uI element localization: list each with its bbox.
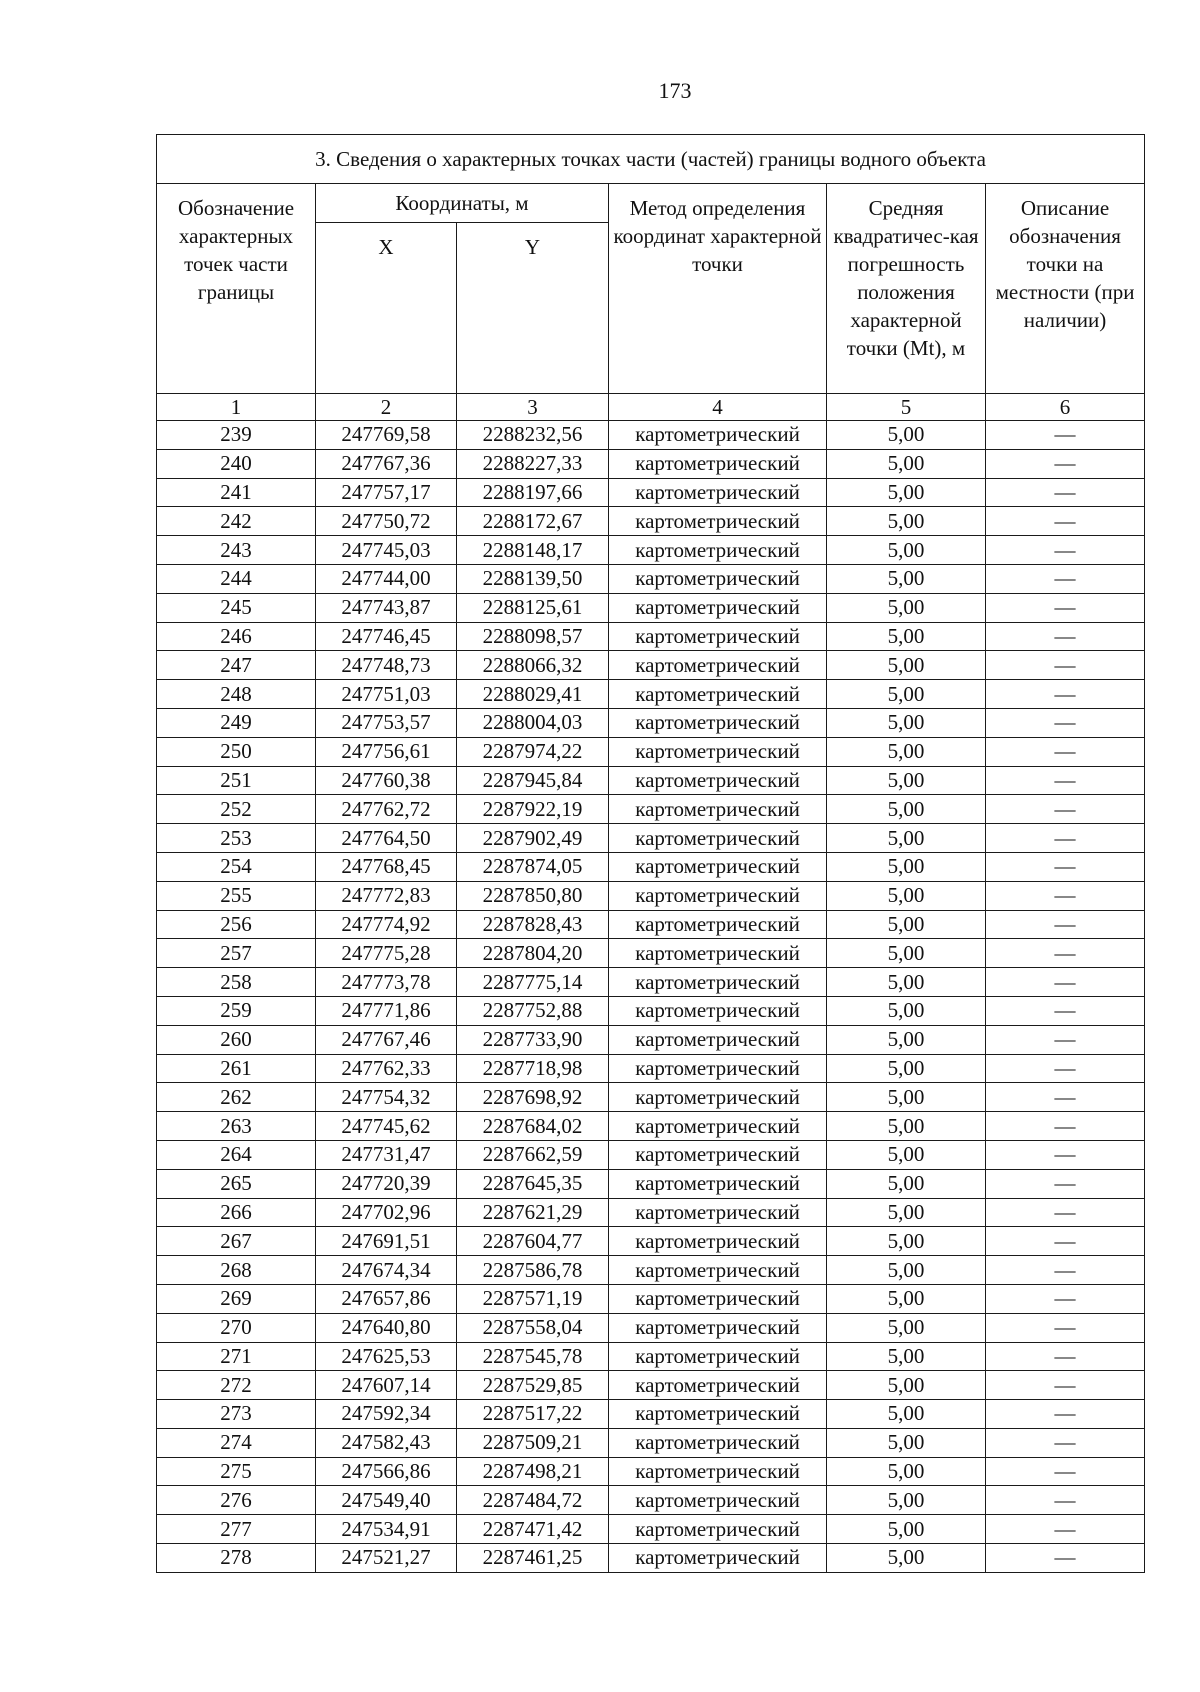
description-cell: —	[986, 1284, 1145, 1313]
description-cell: —	[986, 593, 1145, 622]
table-row	[157, 1083, 1145, 1112]
description-cell: —	[986, 1112, 1145, 1141]
y-coordinate-cell: 2288139,50	[457, 564, 609, 593]
x-coordinate-cell: 247774,92	[316, 910, 457, 939]
y-coordinate-cell: 2287498,21	[457, 1457, 609, 1486]
error-cell: 5,00	[827, 1140, 986, 1169]
y-coordinate-cell: 2287850,80	[457, 881, 609, 910]
point-id-cell: 270	[157, 1313, 316, 1342]
method-cell: картометрический	[609, 1457, 827, 1486]
header-designation: Обозначение характерных точек части границы	[157, 184, 316, 394]
y-coordinate-cell: 2287922,19	[457, 795, 609, 824]
table-row	[157, 1400, 1145, 1429]
error-cell: 5,00	[827, 1313, 986, 1342]
description-cell: —	[986, 795, 1145, 824]
table-row	[157, 680, 1145, 709]
error-cell: 5,00	[827, 1083, 986, 1112]
error-cell: 5,00	[827, 1284, 986, 1313]
method-cell: картометрический	[609, 1313, 827, 1342]
error-cell: 5,00	[827, 1544, 986, 1573]
y-coordinate-cell: 2288227,33	[457, 449, 609, 478]
table-row	[157, 766, 1145, 795]
description-cell: —	[986, 968, 1145, 997]
error-cell: 5,00	[827, 708, 986, 737]
error-cell: 5,00	[827, 1025, 986, 1054]
y-coordinate-cell: 2287902,49	[457, 824, 609, 853]
point-id-cell: 246	[157, 622, 316, 651]
description-cell: —	[986, 1083, 1145, 1112]
x-coordinate-cell: 247607,14	[316, 1371, 457, 1400]
x-coordinate-cell: 247773,78	[316, 968, 457, 997]
y-coordinate-cell: 2287733,90	[457, 1025, 609, 1054]
error-cell: 5,00	[827, 968, 986, 997]
method-cell: картометрический	[609, 1198, 827, 1227]
table-row	[157, 1198, 1145, 1227]
error-cell: 5,00	[827, 1054, 986, 1083]
method-cell: картометрический	[609, 593, 827, 622]
error-cell: 5,00	[827, 1457, 986, 1486]
table-row	[157, 1371, 1145, 1400]
point-id-cell: 240	[157, 449, 316, 478]
point-id-cell: 251	[157, 766, 316, 795]
y-coordinate-cell: 2287945,84	[457, 766, 609, 795]
error-cell: 5,00	[827, 421, 986, 450]
x-coordinate-cell: 247756,61	[316, 737, 457, 766]
error-cell: 5,00	[827, 622, 986, 651]
description-cell: —	[986, 680, 1145, 709]
point-id-cell: 239	[157, 421, 316, 450]
x-coordinate-cell: 247760,38	[316, 766, 457, 795]
table-row	[157, 1284, 1145, 1313]
column-number: 1	[157, 394, 316, 421]
x-coordinate-cell: 247771,86	[316, 996, 457, 1025]
method-cell: картометрический	[609, 1371, 827, 1400]
point-id-cell: 245	[157, 593, 316, 622]
x-coordinate-cell: 247625,53	[316, 1342, 457, 1371]
column-number: 5	[827, 394, 986, 421]
point-id-cell: 277	[157, 1515, 316, 1544]
table-row	[157, 1457, 1145, 1486]
method-cell: картометрический	[609, 1486, 827, 1515]
error-cell: 5,00	[827, 1342, 986, 1371]
y-coordinate-cell: 2287662,59	[457, 1140, 609, 1169]
point-id-cell: 276	[157, 1486, 316, 1515]
point-id-cell: 262	[157, 1083, 316, 1112]
x-coordinate-cell: 247743,87	[316, 593, 457, 622]
error-cell: 5,00	[827, 680, 986, 709]
table-row	[157, 1428, 1145, 1457]
method-cell: картометрический	[609, 478, 827, 507]
error-cell: 5,00	[827, 1169, 986, 1198]
table-row	[157, 622, 1145, 651]
description-cell: —	[986, 881, 1145, 910]
method-cell: картометрический	[609, 1083, 827, 1112]
error-cell: 5,00	[827, 449, 986, 478]
y-coordinate-cell: 2288098,57	[457, 622, 609, 651]
y-coordinate-cell: 2287718,98	[457, 1054, 609, 1083]
description-cell: —	[986, 1342, 1145, 1371]
point-id-cell: 278	[157, 1544, 316, 1573]
error-cell: 5,00	[827, 1371, 986, 1400]
point-id-cell: 268	[157, 1256, 316, 1285]
description-cell: —	[986, 651, 1145, 680]
y-coordinate-cell: 2287804,20	[457, 939, 609, 968]
error-cell: 5,00	[827, 910, 986, 939]
description-cell: —	[986, 536, 1145, 565]
description-cell: —	[986, 1256, 1145, 1285]
table-title: 3. Сведения о характерных точках части (частей) границы водного объекта	[157, 135, 1145, 184]
point-id-cell: 261	[157, 1054, 316, 1083]
point-id-cell: 254	[157, 852, 316, 881]
x-coordinate-cell: 247521,27	[316, 1544, 457, 1573]
error-cell: 5,00	[827, 1486, 986, 1515]
method-cell: картометрический	[609, 1140, 827, 1169]
method-cell: картометрический	[609, 1515, 827, 1544]
y-coordinate-cell: 2287874,05	[457, 852, 609, 881]
x-coordinate-cell: 247751,03	[316, 680, 457, 709]
description-cell: —	[986, 1400, 1145, 1429]
error-cell: 5,00	[827, 478, 986, 507]
method-cell: картометрический	[609, 1428, 827, 1457]
method-cell: картометрический	[609, 910, 827, 939]
error-cell: 5,00	[827, 766, 986, 795]
method-cell: картометрический	[609, 968, 827, 997]
x-coordinate-cell: 247768,45	[316, 852, 457, 881]
method-cell: картометрический	[609, 881, 827, 910]
description-cell: —	[986, 1227, 1145, 1256]
table-row	[157, 939, 1145, 968]
table-row	[157, 564, 1145, 593]
method-cell: картометрический	[609, 1284, 827, 1313]
error-cell: 5,00	[827, 651, 986, 680]
description-cell: —	[986, 1169, 1145, 1198]
method-cell: картометрический	[609, 680, 827, 709]
table-row	[157, 824, 1145, 853]
x-coordinate-cell: 247744,00	[316, 564, 457, 593]
header-method: Метод определения координат характерной точки	[609, 184, 827, 394]
table-row	[157, 507, 1145, 536]
point-id-cell: 243	[157, 536, 316, 565]
error-cell: 5,00	[827, 939, 986, 968]
point-id-cell: 252	[157, 795, 316, 824]
y-coordinate-cell: 2287698,92	[457, 1083, 609, 1112]
description-cell: —	[986, 564, 1145, 593]
method-cell: картометрический	[609, 536, 827, 565]
description-cell: —	[986, 1486, 1145, 1515]
header-x: X	[316, 223, 457, 394]
point-id-cell: 255	[157, 881, 316, 910]
y-coordinate-cell: 2287586,78	[457, 1256, 609, 1285]
error-cell: 5,00	[827, 737, 986, 766]
table-row	[157, 478, 1145, 507]
method-cell: картометрический	[609, 996, 827, 1025]
point-id-cell: 250	[157, 737, 316, 766]
table-row	[157, 1140, 1145, 1169]
x-coordinate-cell: 247746,45	[316, 622, 457, 651]
y-coordinate-cell: 2287558,04	[457, 1313, 609, 1342]
description-cell: —	[986, 1025, 1145, 1054]
x-coordinate-cell: 247674,34	[316, 1256, 457, 1285]
point-id-cell: 241	[157, 478, 316, 507]
method-cell: картометрический	[609, 852, 827, 881]
boundary-points-table	[156, 134, 1145, 1573]
error-cell: 5,00	[827, 1515, 986, 1544]
point-id-cell: 253	[157, 824, 316, 853]
x-coordinate-cell: 247750,72	[316, 507, 457, 536]
x-coordinate-cell: 247582,43	[316, 1428, 457, 1457]
column-number: 2	[316, 394, 457, 421]
x-coordinate-cell: 247775,28	[316, 939, 457, 968]
method-cell: картометрический	[609, 1112, 827, 1141]
method-cell: картометрический	[609, 795, 827, 824]
table-body	[157, 421, 1145, 1573]
column-numbers-row	[157, 394, 1145, 421]
description-cell: —	[986, 1054, 1145, 1083]
y-coordinate-cell: 2287621,29	[457, 1198, 609, 1227]
table-row	[157, 593, 1145, 622]
y-coordinate-cell: 2287974,22	[457, 737, 609, 766]
method-cell: картометрический	[609, 1169, 827, 1198]
method-cell: картометрический	[609, 651, 827, 680]
table-row	[157, 708, 1145, 737]
table-row	[157, 1515, 1145, 1544]
description-cell: —	[986, 1371, 1145, 1400]
y-coordinate-cell: 2288125,61	[457, 593, 609, 622]
point-id-cell: 249	[157, 708, 316, 737]
method-cell: картометрический	[609, 1054, 827, 1083]
x-coordinate-cell: 247762,33	[316, 1054, 457, 1083]
description-cell: —	[986, 1515, 1145, 1544]
table-row	[157, 1342, 1145, 1371]
point-id-cell: 269	[157, 1284, 316, 1313]
table-row	[157, 651, 1145, 680]
point-id-cell: 275	[157, 1457, 316, 1486]
y-coordinate-cell: 2287752,88	[457, 996, 609, 1025]
method-cell: картометрический	[609, 1227, 827, 1256]
method-cell: картометрический	[609, 737, 827, 766]
x-coordinate-cell: 247702,96	[316, 1198, 457, 1227]
table-row	[157, 1486, 1145, 1515]
table-row	[157, 737, 1145, 766]
table-row	[157, 1256, 1145, 1285]
x-coordinate-cell: 247640,80	[316, 1313, 457, 1342]
x-coordinate-cell: 247549,40	[316, 1486, 457, 1515]
y-coordinate-cell: 2288066,32	[457, 651, 609, 680]
point-id-cell: 266	[157, 1198, 316, 1227]
error-cell: 5,00	[827, 507, 986, 536]
y-coordinate-cell: 2287517,22	[457, 1400, 609, 1429]
table-row	[157, 1313, 1145, 1342]
point-id-cell: 244	[157, 564, 316, 593]
method-cell: картометрический	[609, 1400, 827, 1429]
table-row	[157, 881, 1145, 910]
point-id-cell: 267	[157, 1227, 316, 1256]
y-coordinate-cell: 2288004,03	[457, 708, 609, 737]
x-coordinate-cell: 247767,46	[316, 1025, 457, 1054]
description-cell: —	[986, 1198, 1145, 1227]
x-coordinate-cell: 247657,86	[316, 1284, 457, 1313]
table-row	[157, 449, 1145, 478]
x-coordinate-cell: 247753,57	[316, 708, 457, 737]
y-coordinate-cell: 2287545,78	[457, 1342, 609, 1371]
header-y: Y	[457, 223, 609, 394]
description-cell: —	[986, 507, 1145, 536]
y-coordinate-cell: 2287529,85	[457, 1371, 609, 1400]
point-id-cell: 260	[157, 1025, 316, 1054]
table-row	[157, 1544, 1145, 1573]
description-cell: —	[986, 910, 1145, 939]
x-coordinate-cell: 247731,47	[316, 1140, 457, 1169]
y-coordinate-cell: 2287645,35	[457, 1169, 609, 1198]
y-coordinate-cell: 2288029,41	[457, 680, 609, 709]
table-row	[157, 1112, 1145, 1141]
table-row	[157, 1054, 1145, 1083]
description-cell: —	[986, 852, 1145, 881]
error-cell: 5,00	[827, 564, 986, 593]
point-id-cell: 259	[157, 996, 316, 1025]
error-cell: 5,00	[827, 824, 986, 853]
description-cell: —	[986, 708, 1145, 737]
x-coordinate-cell: 247745,62	[316, 1112, 457, 1141]
description-cell: —	[986, 622, 1145, 651]
error-cell: 5,00	[827, 881, 986, 910]
x-coordinate-cell: 247767,36	[316, 449, 457, 478]
method-cell: картометрический	[609, 939, 827, 968]
y-coordinate-cell: 2287461,25	[457, 1544, 609, 1573]
y-coordinate-cell: 2287775,14	[457, 968, 609, 997]
description-cell: —	[986, 939, 1145, 968]
error-cell: 5,00	[827, 1227, 986, 1256]
column-number: 4	[609, 394, 827, 421]
table-row	[157, 996, 1145, 1025]
method-cell: картометрический	[609, 1256, 827, 1285]
table-row	[157, 421, 1145, 450]
y-coordinate-cell: 2287471,42	[457, 1515, 609, 1544]
table-row	[157, 910, 1145, 939]
y-coordinate-cell: 2287571,19	[457, 1284, 609, 1313]
method-cell: картометрический	[609, 421, 827, 450]
description-cell: —	[986, 1140, 1145, 1169]
error-cell: 5,00	[827, 1400, 986, 1429]
error-cell: 5,00	[827, 996, 986, 1025]
description-cell: —	[986, 766, 1145, 795]
table-row	[157, 1227, 1145, 1256]
table-row	[157, 1025, 1145, 1054]
x-coordinate-cell: 247757,17	[316, 478, 457, 507]
x-coordinate-cell: 247764,50	[316, 824, 457, 853]
method-cell: картометрический	[609, 708, 827, 737]
table-row	[157, 968, 1145, 997]
y-coordinate-cell: 2288148,17	[457, 536, 609, 565]
y-coordinate-cell: 2287828,43	[457, 910, 609, 939]
x-coordinate-cell: 247720,39	[316, 1169, 457, 1198]
x-coordinate-cell: 247772,83	[316, 881, 457, 910]
error-cell: 5,00	[827, 1112, 986, 1141]
description-cell: —	[986, 824, 1145, 853]
description-cell: —	[986, 996, 1145, 1025]
point-id-cell: 263	[157, 1112, 316, 1141]
method-cell: картометрический	[609, 622, 827, 651]
description-cell: —	[986, 449, 1145, 478]
method-cell: картометрический	[609, 766, 827, 795]
point-id-cell: 273	[157, 1400, 316, 1429]
description-cell: —	[986, 421, 1145, 450]
description-cell: —	[986, 1428, 1145, 1457]
method-cell: картометрический	[609, 564, 827, 593]
y-coordinate-cell: 2287509,21	[457, 1428, 609, 1457]
x-coordinate-cell: 247769,58	[316, 421, 457, 450]
y-coordinate-cell: 2287484,72	[457, 1486, 609, 1515]
point-id-cell: 258	[157, 968, 316, 997]
point-id-cell: 272	[157, 1371, 316, 1400]
error-cell: 5,00	[827, 1198, 986, 1227]
y-coordinate-cell: 2288232,56	[457, 421, 609, 450]
x-coordinate-cell: 247745,03	[316, 536, 457, 565]
description-cell: —	[986, 1457, 1145, 1486]
error-cell: 5,00	[827, 593, 986, 622]
point-id-cell: 274	[157, 1428, 316, 1457]
y-coordinate-cell: 2287684,02	[457, 1112, 609, 1141]
table-row	[157, 852, 1145, 881]
method-cell: картометрический	[609, 1342, 827, 1371]
y-coordinate-cell: 2287604,77	[457, 1227, 609, 1256]
column-number: 3	[457, 394, 609, 421]
description-cell: —	[986, 1544, 1145, 1573]
description-cell: —	[986, 478, 1145, 507]
error-cell: 5,00	[827, 852, 986, 881]
error-cell: 5,00	[827, 795, 986, 824]
description-cell: —	[986, 737, 1145, 766]
error-cell: 5,00	[827, 1428, 986, 1457]
point-id-cell: 247	[157, 651, 316, 680]
description-cell: —	[986, 1313, 1145, 1342]
y-coordinate-cell: 2288172,67	[457, 507, 609, 536]
error-cell: 5,00	[827, 536, 986, 565]
page-number: 173	[658, 78, 692, 103]
method-cell: картометрический	[609, 1544, 827, 1573]
x-coordinate-cell: 247754,32	[316, 1083, 457, 1112]
header-coordinates: Координаты, м	[316, 184, 609, 223]
point-id-cell: 265	[157, 1169, 316, 1198]
point-id-cell: 248	[157, 680, 316, 709]
point-id-cell: 264	[157, 1140, 316, 1169]
x-coordinate-cell: 247748,73	[316, 651, 457, 680]
method-cell: картометрический	[609, 824, 827, 853]
point-id-cell: 257	[157, 939, 316, 968]
point-id-cell: 242	[157, 507, 316, 536]
header-error: Средняя квадратичес-кая погрешность положения характерной точки (Mt), м	[827, 184, 986, 394]
y-coordinate-cell: 2288197,66	[457, 478, 609, 507]
x-coordinate-cell: 247566,86	[316, 1457, 457, 1486]
column-number: 6	[986, 394, 1145, 421]
x-coordinate-cell: 247534,91	[316, 1515, 457, 1544]
error-cell: 5,00	[827, 1256, 986, 1285]
table-row	[157, 1169, 1145, 1198]
table-row	[157, 536, 1145, 565]
method-cell: картометрический	[609, 507, 827, 536]
method-cell: картометрический	[609, 449, 827, 478]
point-id-cell: 271	[157, 1342, 316, 1371]
method-cell: картометрический	[609, 1025, 827, 1054]
header-description: Описание обозначения точки на местности (при наличии)	[986, 184, 1145, 394]
x-coordinate-cell: 247592,34	[316, 1400, 457, 1429]
x-coordinate-cell: 247762,72	[316, 795, 457, 824]
point-id-cell: 256	[157, 910, 316, 939]
table-row	[157, 795, 1145, 824]
x-coordinate-cell: 247691,51	[316, 1227, 457, 1256]
